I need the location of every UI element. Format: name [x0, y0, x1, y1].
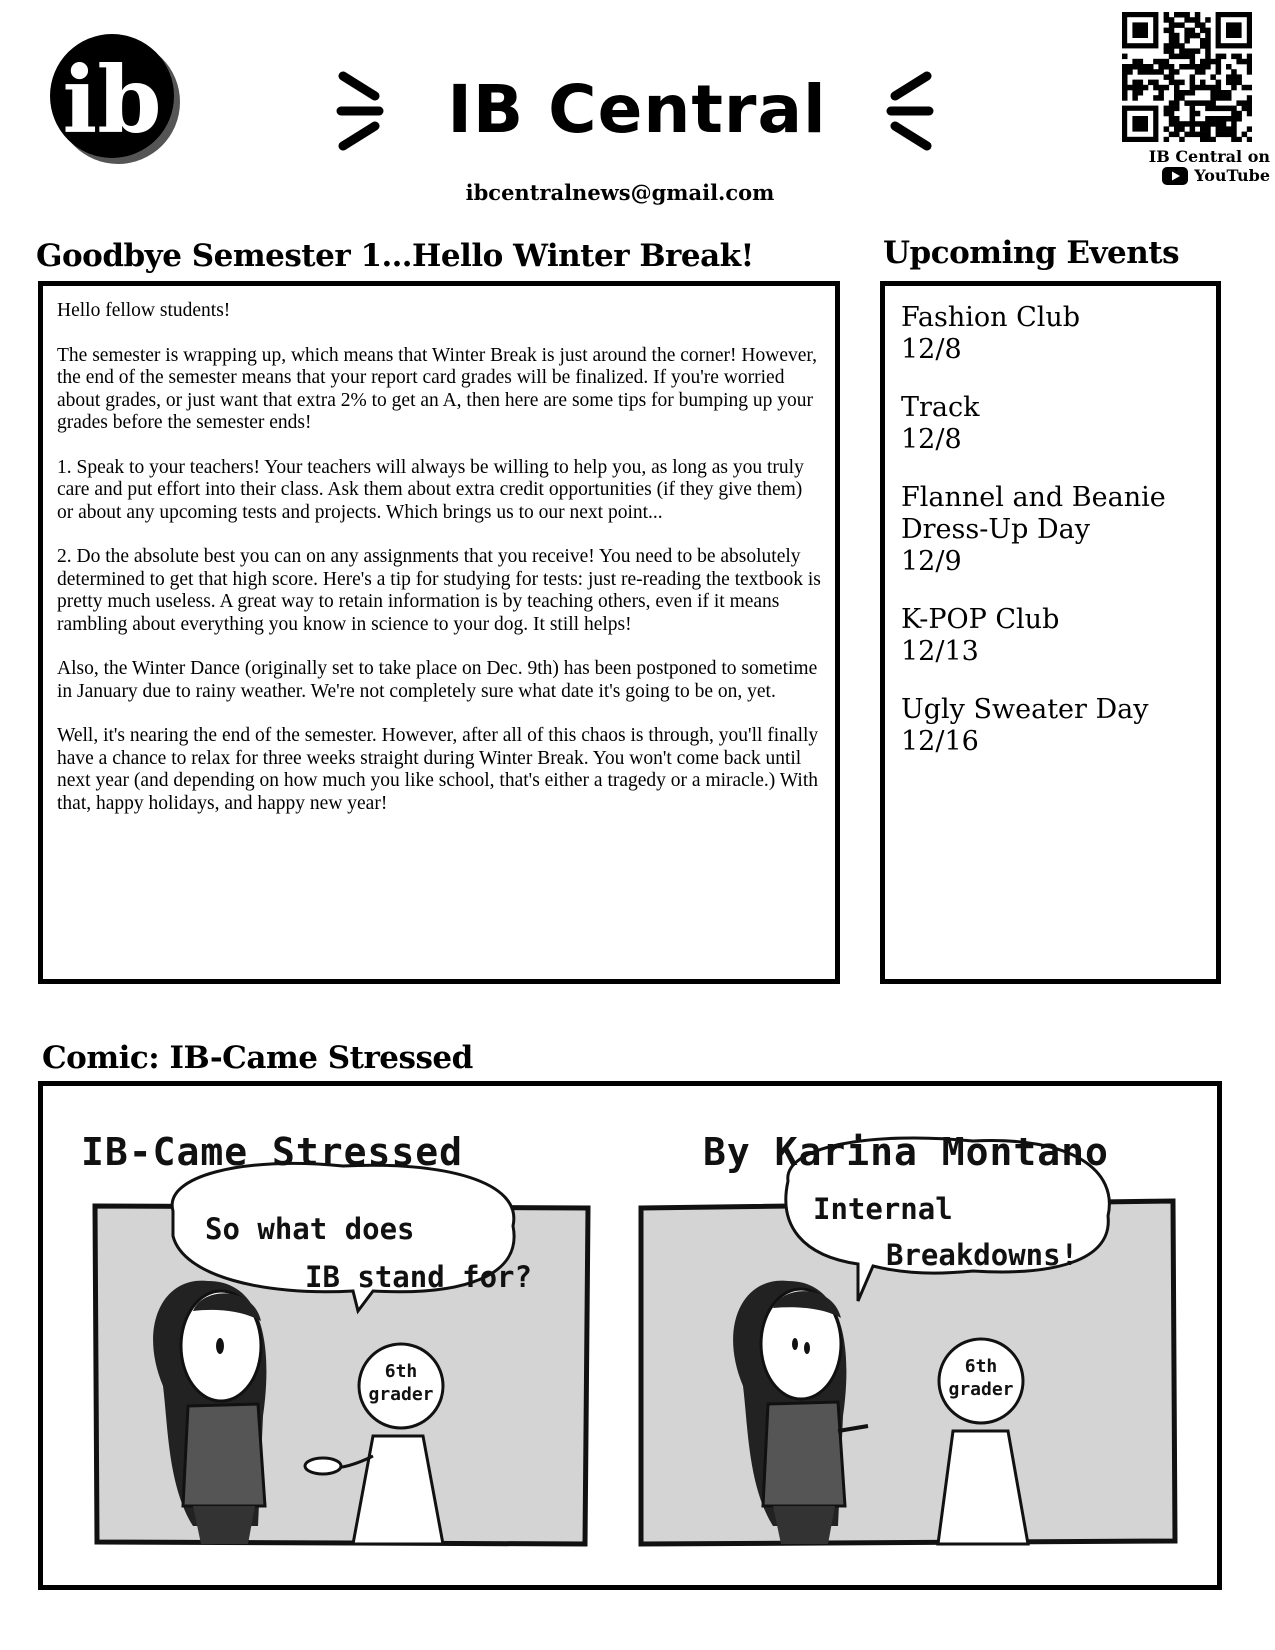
burst-right-icon	[875, 68, 935, 154]
qr-caption	[1100, 147, 1270, 185]
comic-heading-right: By Karina Montano	[703, 1130, 1109, 1174]
comic-box	[38, 1081, 1222, 1590]
article-box	[38, 281, 840, 984]
event-date: 12/13	[901, 636, 979, 667]
event-date: 12/9	[901, 546, 962, 577]
badge-1	[361, 1360, 441, 1406]
event-item	[901, 694, 1200, 758]
event-date: 12/8	[901, 424, 962, 455]
article-paragraph: Hello fellow students!	[57, 300, 231, 321]
event-name: Fashion Club	[901, 302, 1081, 333]
bubble-2-line-2: Breakdowns!	[886, 1238, 1079, 1272]
qr-caption-line2: YouTube	[1194, 166, 1270, 185]
comic-heading-left: IB-Came Stressed	[81, 1130, 464, 1174]
events-box	[880, 281, 1221, 984]
ib-logo	[44, 28, 184, 168]
youtube-qr-code[interactable]	[1122, 12, 1252, 142]
badge-1-line-1: 6th	[384, 1361, 418, 1382]
article-title: Goodbye Semester 1…Hello Winter Break!	[36, 238, 754, 274]
article-paragraph: 2. Do the absolute best you can on any assignments that you receive! You need to be absolutely determined to get that high score. Here's a tip for studying for tests: just re-reading the textbook is pretty much useless. A great way to retain information is by teaching others, even if it means rambling about everything you know in science to your dog. It still helps!	[57, 546, 821, 635]
event-item	[901, 392, 1200, 456]
badge-2-line-1: 6th	[964, 1356, 998, 1377]
bubble-1-line-1: So what does	[205, 1212, 415, 1246]
article-paragraph: The semester is wrapping up, which means that Winter Break is just around the corner! However, the end of the semester means that your report card grades will be finalized. If you're worried about grades, or just want that extra 2% to get an A, then here are some tips for bumping up your grades before the semester ends!	[57, 344, 817, 433]
bubble-1-line-2: IB stand for?	[305, 1260, 532, 1294]
article-paragraph: 1. Speak to your teachers! Your teachers will always be willing to help you, as long as you truly care and put effort into their class. Ask them about extra credit opportunities (if they give them) or about any upcoming tests and projects. Which brings us to our next point...	[57, 456, 804, 523]
comic-section-title: Comic: IB-Came Stressed	[42, 1040, 473, 1076]
event-item	[901, 604, 1200, 668]
event-name: Flannel and Beanie Dress-Up Day	[901, 482, 1166, 545]
badge-2	[941, 1355, 1021, 1401]
event-name: Ugly Sweater Day	[901, 694, 1149, 725]
youtube-icon	[1162, 167, 1188, 185]
event-name: K-POP Club	[901, 604, 1060, 635]
qr-caption-line1: IB Central on	[1148, 147, 1270, 166]
masthead	[335, 60, 935, 160]
events-title: Upcoming Events	[883, 235, 1180, 271]
event-date: 12/16	[901, 726, 979, 757]
contact-email[interactable]: ibcentralnews@gmail.com	[465, 180, 775, 205]
article-paragraph: Well, it's nearing the end of the semester. However, after all of this chaos is through, you'll finally have a chance to relax for three weeks straight during Winter Break. You won't come back until next year (and depending on how much you like school, that's either a tragedy or a miracle.) With that, happy holidays, and happy new year!	[57, 725, 819, 814]
ib-logo-text: ib	[62, 46, 162, 154]
article-paragraph: Also, the Winter Dance (originally set to take place on Dec. 9th) has been postponed to sometime in January due to rainy weather. We're not completely sure what date it's going to be on, yet.	[57, 658, 818, 702]
newspaper-title: IB Central	[447, 71, 827, 148]
badge-2-line-2: grader	[948, 1379, 1014, 1400]
event-item	[901, 482, 1200, 578]
badge-1-line-2: grader	[368, 1384, 434, 1405]
event-name: Track	[901, 392, 980, 423]
event-date: 12/8	[901, 334, 962, 365]
bubble-2-line-1: Internal	[813, 1192, 953, 1226]
burst-left-icon	[335, 68, 395, 154]
event-item	[901, 302, 1200, 366]
